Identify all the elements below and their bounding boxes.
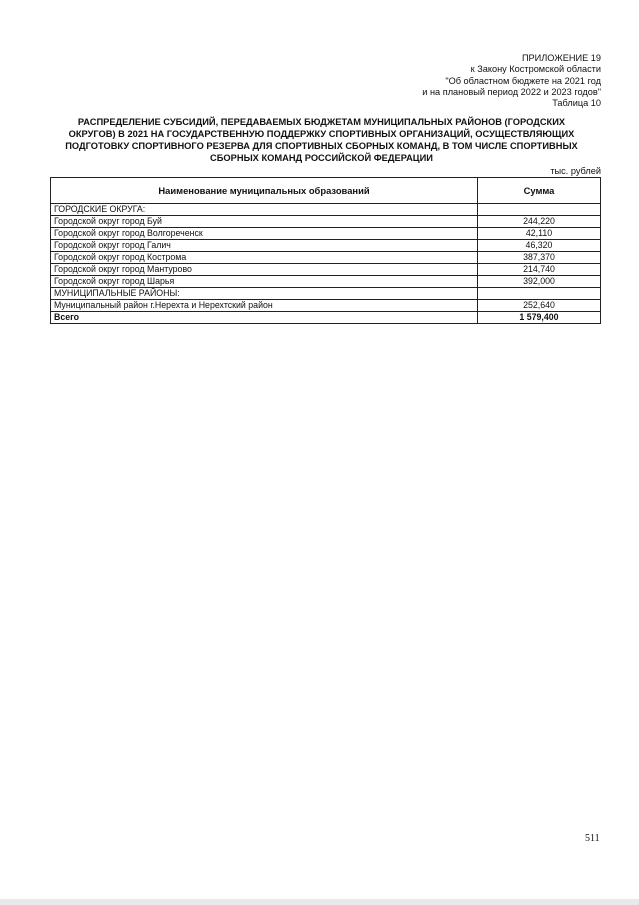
- row-name: Городской округ город Мантурово: [51, 264, 478, 276]
- column-header-amount: Сумма: [478, 178, 601, 204]
- appendix-header: [422, 53, 601, 109]
- appendix-line: к Закону Костромской области: [470, 64, 601, 75]
- table-row: [51, 288, 601, 300]
- appendix-line: "Об областном бюджете на 2021 год: [445, 75, 601, 86]
- title-line: СБОРНЫХ КОМАНД РОССИЙСКОЙ ФЕДЕРАЦИИ: [210, 153, 433, 163]
- table-row: [51, 216, 601, 228]
- table-row: [51, 264, 601, 276]
- title-line: ПОДГОТОВКУ СПОРТИВНОГО РЕЗЕРВА ДЛЯ СПОРТИВНЫХ СБОРНЫХ КОМАНД, В ТОМ ЧИСЛЕ СПОРТИВНЫХ: [65, 141, 578, 151]
- row-amount: 244,220: [478, 216, 601, 228]
- row-name: ГОРОДСКИЕ ОКРУГА:: [51, 204, 478, 216]
- row-name: Городской округ город Волгореченск: [51, 228, 478, 240]
- total-label: Всего: [51, 312, 478, 324]
- row-amount: 46,320: [478, 240, 601, 252]
- title-line: ОКРУГОВ) В 2021 НА ГОСУДАРСТВЕННУЮ ПОДДЕРЖКУ СПОРТИВНЫХ ОРГАНИЗАЦИЙ, ОСУЩЕСТВЛЯЮЩИХ: [68, 129, 575, 139]
- table-header-row: [51, 178, 601, 204]
- page-number: 511: [585, 833, 600, 844]
- appendix-line: ПРИЛОЖЕНИЕ 19: [521, 53, 601, 63]
- row-name: Городской округ город Шарья: [51, 276, 478, 288]
- table-row: [51, 252, 601, 264]
- appendix-line: Таблица 10: [552, 98, 601, 109]
- appendix-line: и на плановый период 2022 и 2023 годов": [422, 86, 601, 97]
- document-title: [42, 116, 601, 164]
- row-name: Муниципальный район г.Нерехта и Нерехтский район: [51, 300, 478, 312]
- row-amount: 214,740: [478, 264, 601, 276]
- row-amount: 387,370: [478, 252, 601, 264]
- row-amount: 392,000: [478, 276, 601, 288]
- row-name: Городской округ город Буй: [51, 216, 478, 228]
- row-amount: [478, 204, 601, 216]
- title-line: РАСПРЕДЕЛЕНИЕ СУБСИДИЙ, ПЕРЕДАВАЕМЫХ БЮДЖЕТАМ МУНИЦИПАЛЬНЫХ РАЙОНОВ (ГОРОДСКИХ: [77, 117, 566, 127]
- table-row: [51, 228, 601, 240]
- units-label: тыс. рублей: [550, 166, 601, 176]
- table-row: [51, 276, 601, 288]
- row-name: Городской округ город Кострома: [51, 252, 478, 264]
- row-amount: 42,110: [478, 228, 601, 240]
- row-name: МУНИЦИПАЛЬНЫЕ РАЙОНЫ:: [51, 288, 478, 300]
- scan-edge-band: [0, 899, 639, 905]
- table-row: [51, 300, 601, 312]
- row-name: Городской округ город Галич: [51, 240, 478, 252]
- total-row: [51, 312, 601, 324]
- table-row: [51, 204, 601, 216]
- row-amount: [478, 288, 601, 300]
- row-amount: 252,640: [478, 300, 601, 312]
- subsidy-table: [50, 177, 601, 324]
- table-body: [51, 204, 601, 324]
- column-header-name: Наименование муниципальных образований: [51, 178, 478, 204]
- table-row: [51, 240, 601, 252]
- total-amount: 1 579,400: [478, 312, 601, 324]
